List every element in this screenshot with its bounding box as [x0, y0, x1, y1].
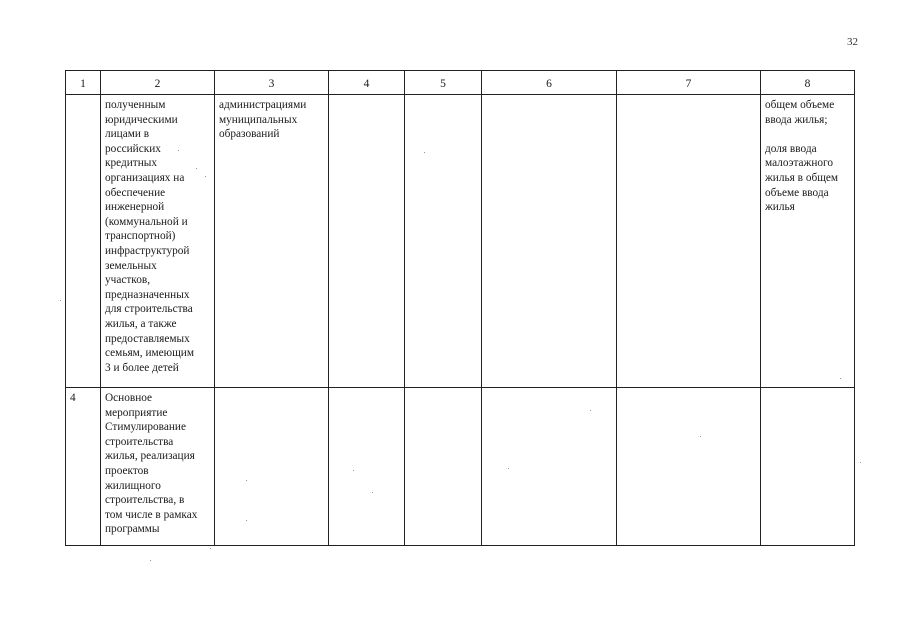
- table-cell: [405, 95, 482, 388]
- table-cell: [66, 95, 101, 388]
- cell-text: полученным юридическими лицами в российских кредитных организациях на обеспечение инженерной (коммунальной и транспортной) инфраструктурой земельных участков, предназначенных для строительства жилья, а также предоставляемых семьям, имеющим 3 и более детей: [105, 99, 195, 374]
- header-row: [66, 71, 855, 95]
- cell-text: 4: [70, 392, 76, 404]
- table-cell: [617, 95, 761, 388]
- scan-speckle: [60, 300, 61, 301]
- scan-speckle: [372, 492, 373, 493]
- scan-speckle: [178, 150, 179, 151]
- scan-speckle: [150, 560, 151, 561]
- column-header-5: 5: [405, 71, 482, 95]
- column-header-8: 8: [761, 71, 855, 95]
- column-header-3: 3: [215, 71, 329, 95]
- table-cell: [66, 388, 101, 546]
- table-cell: [101, 95, 215, 388]
- table-cell: [761, 95, 855, 388]
- scan-speckle: [840, 378, 841, 379]
- column-header-2: 2: [101, 71, 215, 95]
- scan-speckle: [246, 480, 247, 481]
- scan-speckle: [700, 436, 701, 437]
- table-cell: [617, 388, 761, 546]
- table-cell: [761, 388, 855, 546]
- column-header-7: 7: [617, 71, 761, 95]
- scan-speckle: [196, 168, 197, 169]
- scan-speckle: [424, 152, 425, 153]
- table-cell: [215, 95, 329, 388]
- scan-speckle: [353, 470, 354, 471]
- scan-speckle: [590, 410, 591, 411]
- table-row: [66, 388, 855, 546]
- table-cell: [101, 388, 215, 546]
- page-number: 32: [847, 36, 858, 48]
- scan-speckle: [860, 462, 861, 463]
- scan-speckle: [246, 520, 247, 521]
- cell-text: общем объеме ввода жилья; доля ввода малоэтажного жилья в общем объеме ввода жилья: [765, 99, 839, 214]
- table-row: [66, 95, 855, 388]
- table-cell: [482, 388, 617, 546]
- scan-speckle: [210, 548, 211, 549]
- column-header-6: 6: [482, 71, 617, 95]
- column-header-4: 4: [329, 71, 405, 95]
- table-cell: [215, 388, 329, 546]
- column-header-1: 1: [66, 71, 101, 95]
- scan-speckle: [205, 176, 206, 177]
- table-cell: [482, 95, 617, 388]
- cell-text: Основное мероприятие Стимулирование строительства жилья, реализация проектов жилищного строительства, в том числе в рамках программы: [105, 392, 198, 536]
- table-cell: [329, 388, 405, 546]
- scan-speckle: [508, 468, 509, 469]
- table-cell: [329, 95, 405, 388]
- table-cell: [405, 388, 482, 546]
- program-table: [65, 70, 855, 546]
- cell-text: администрациями муниципальных образований: [219, 99, 307, 141]
